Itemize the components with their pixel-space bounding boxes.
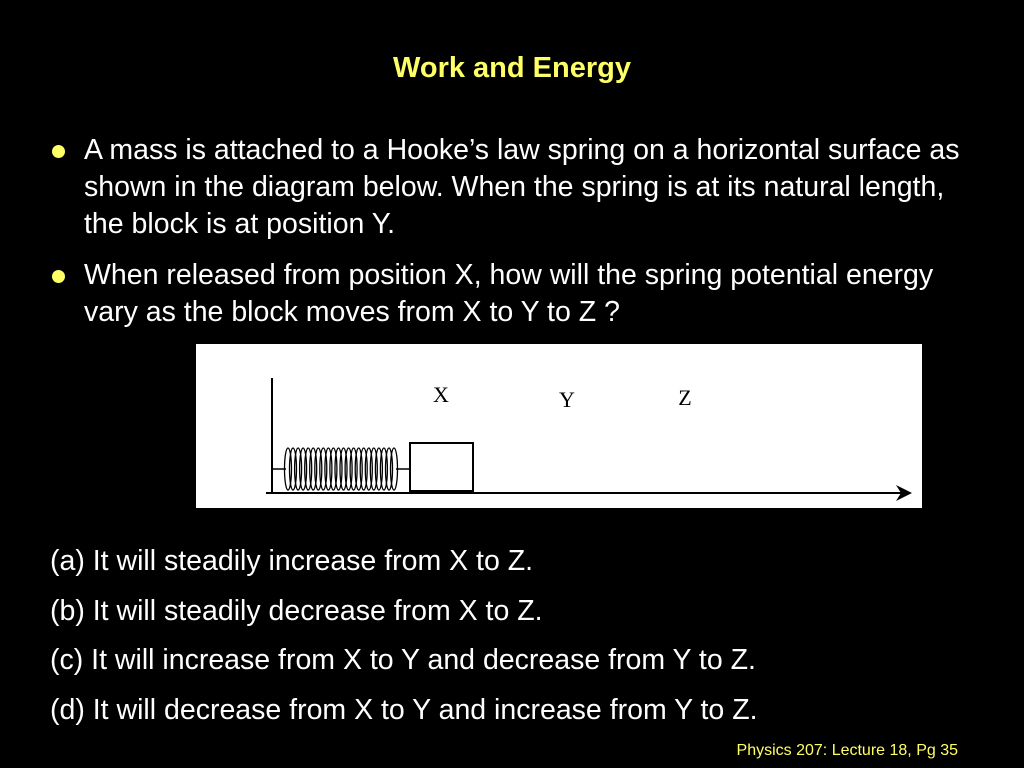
bullet-text: A mass is attached to a Hooke’s law spring on a horizontal surface as shown in the diagram below. When the spring is at its natural length, the block is at position Y. [84,134,960,240]
choice-b: (b) It will steadily decrease from X to Z. [50,594,543,627]
choice-a: (a) It will steadily increase from X to Z. [50,545,534,577]
position-label-z: Z [678,385,692,410]
mass-block [410,443,473,491]
choice-c: (c) It will increase from X to Y and decrease from Y to Z. [50,644,756,676]
slide-footer: Physics 207: Lecture 18, Pg 35 [736,742,958,759]
bullet-item [52,257,982,331]
bullet-dot-icon [52,270,65,283]
bullet-text: When released from position X, how will the spring potential energy vary as the block moves from X to Y to Z ? [84,259,934,328]
slide-title: Work and Energy [393,52,631,84]
spring-block-diagram [196,344,922,508]
position-label-y: Y [559,387,575,412]
choice-d: (d) It will decrease from X to Y and increase from Y to Z. [50,693,758,726]
bullet-dot-icon [52,145,65,158]
bullet-item [52,132,982,243]
bullet-list [52,132,982,345]
answer-choices [50,537,1000,735]
spring-coils [285,448,398,490]
position-label-x: X [433,382,449,407]
